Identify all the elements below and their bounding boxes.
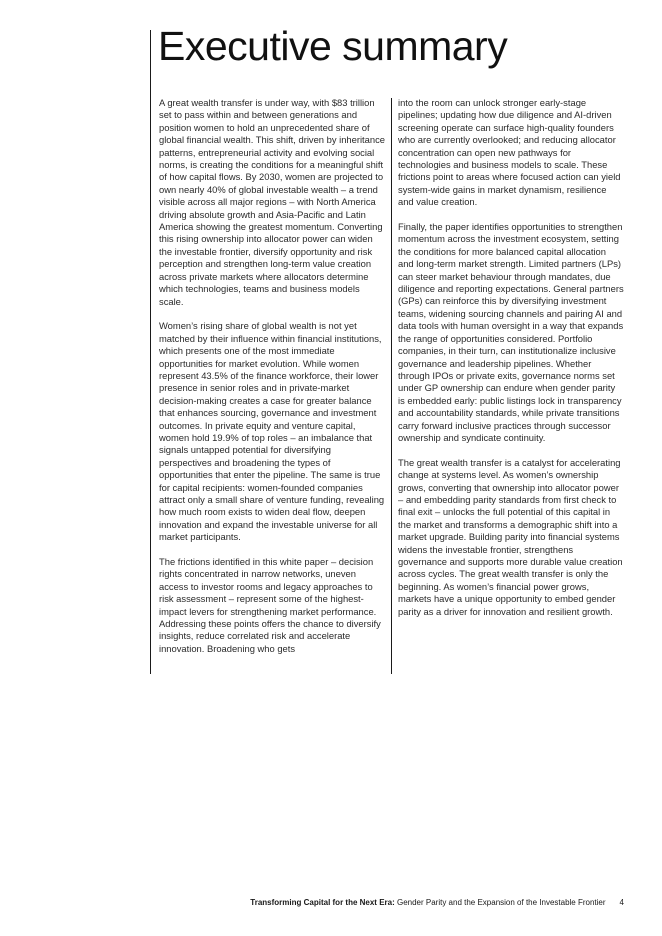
left-column xyxy=(159,97,385,668)
footer-report-title: Transforming Capital for the Next Era: xyxy=(250,898,395,907)
column-divider-rule xyxy=(391,98,392,674)
page-title: Executive summary xyxy=(158,23,508,69)
paragraph-frictions-continued: into the room can unlock stronger early-stage pipelines; updating how due diligence and AI-driven screening operate can surface high-quality founders who are currently overlooked; and reducing allocator concentration can open new pathways for technologies and business models to scale. These frictions point to areas where focused action can yield system-wide gains in market dynamism, resilience and value creation. xyxy=(398,97,621,208)
paragraph-wealth-transfer: A great wealth transfer is under way, with $83 trillion set to pass within and between generations and position women to hold an unprecedented share of global financial wealth. This shift, driven by inheritance patterns, entrepreneurial activity and evolving social norms, is creating the conditions for a meaningful shift of how capital flows. By 2030, women are projected to own nearly 40% of global investable wealth – a trend visible across all major regions – with North America driving absolute growth and Asia-Pacific and Latin America showing the greatest momentum. Converting this rising ownership into allocator power can widen the investable frontier, diversify opportunity and risk perception and strengthen long-term value creation across private markets where allocators determine which technologies, teams and business models scale. xyxy=(159,97,385,307)
left-vertical-rule xyxy=(150,30,151,674)
footer-report-subtitle: Gender Parity and the Expansion of the Investable Frontier xyxy=(394,898,606,907)
right-column xyxy=(398,97,624,630)
paragraph-women-influence: Women’s rising share of global wealth is not yet matched by their influence within financial institutions, which presents one of the most immediate opportunities for market evolution. While women represent 43.5% of the finance workforce, their lower presence in senior roles and in private-market decision-making creates a case for greater balance that enhances sourcing, governance and investment outcomes. In private equity and venture capital, women hold 19.9% of top roles – an imbalance that signals untapped potential for diversifying perspectives and broadening the types of opportunities that enter the pipeline. The same is true for capital recipients: women-founded companies attract only a small share of venture funding, revealing how much room exists to widen deal flow, deepen innovation and expand the investable universe for all market participants. xyxy=(159,320,385,543)
page-number: 4 xyxy=(619,898,624,907)
paragraph-catalyst: The great wealth transfer is a catalyst for accelerating change at systems level. As women’s ownership grows, converting that ownership into allocator power – and embedding parity standards from first check to final exit – unlocks the full potential of this capital in the market and transforms a demographic shift into a market upgrade. Building parity into financial systems widens the investable frontier, strengthens governance and supports more durable value creation across cycles. The great wealth transfer is only the beginning. As women’s financial power grows, markets have a unique opportunity to embed gender parity as a driver for innovation and resilient growth. xyxy=(398,456,623,617)
paragraph-frictions: The frictions identified in this white paper – decision rights concentrated in narrow networks, uneven access to investor rooms and legacy approaches to risk assessment – represent some of the highest-impact levers for strengthening market performance. Addressing these points offers the chance to diversify insights, reduce correlated risk and accelerate innovation. Broadening who gets xyxy=(159,556,381,654)
paragraph-opportunities: Finally, the paper identifies opportunities to strengthen momentum across the investment ecosystem, setting the conditions for more balanced capital allocation and long-term market strength. Limited partners (LPs) can steer market behaviour through mandates, due diligence and reporting expectations. General partners (GPs) can reinforce this by diversifying investment teams, widening sourcing channels and pairing AI and data tools with human oversight in a way that expands the range of opportunities considered. Portfolio companies, in their turn, can institutionalize inclusive governance and leadership pipelines. Whether through IPOs or private exits, governance norms set under GP ownership can endure when gender parity is embedded early: public listings lock in transparency and accountability standards, while private transitions carry forward inclusive practices through successor ownership and syndicate continuity. xyxy=(398,221,624,443)
page-footer xyxy=(180,898,624,908)
